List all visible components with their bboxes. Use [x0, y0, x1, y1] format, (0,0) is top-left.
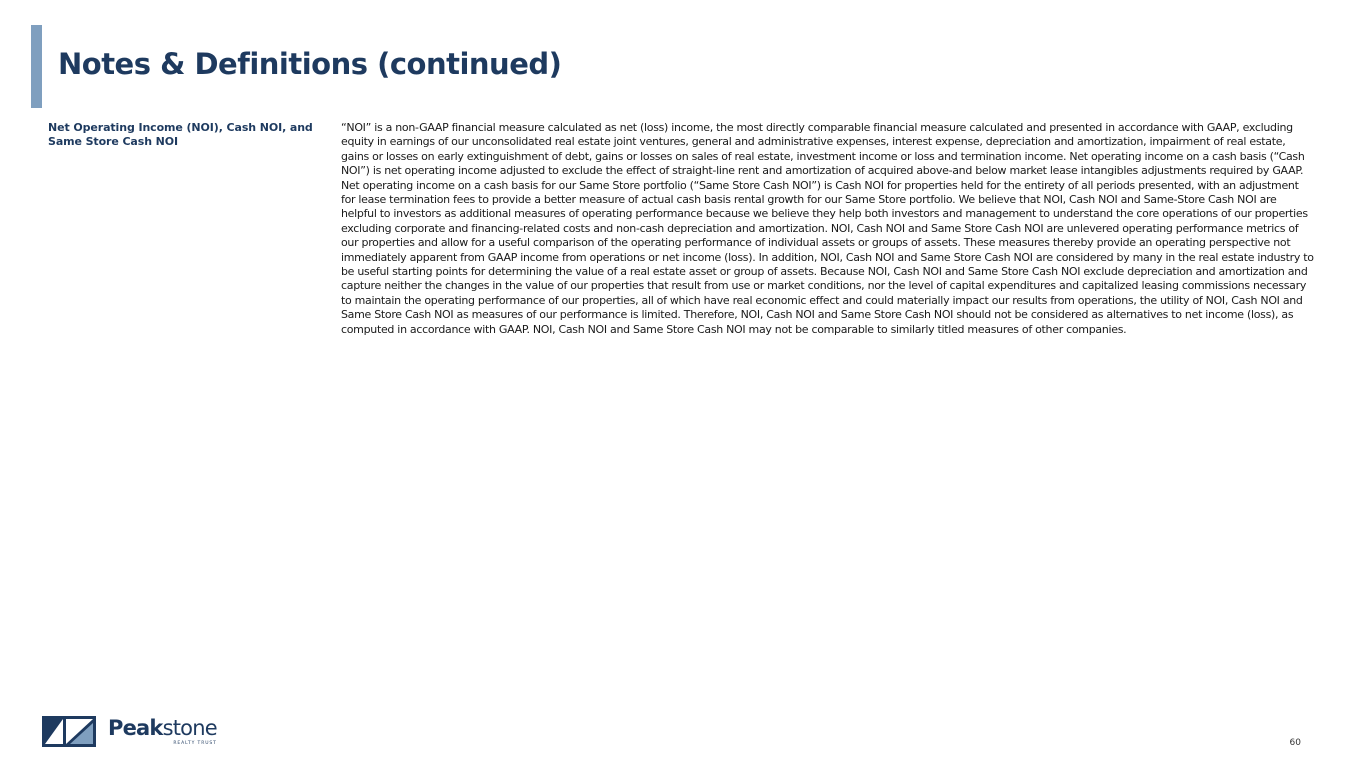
logo-wordmark — [108, 716, 217, 746]
logo-name — [108, 716, 217, 740]
company-logo — [42, 716, 217, 747]
title-accent-bar — [31, 25, 42, 108]
definition-term: Net Operating Income (NOI), Cash NOI, and Same Store Cash NOI — [48, 121, 313, 149]
logo-name-bold: Peak — [108, 716, 163, 740]
page-title: Notes & Definitions (continued) — [58, 47, 562, 81]
logo-tagline: REALTY TRUST — [173, 741, 217, 746]
peak-logo-icon — [42, 716, 96, 747]
definition-text: “NOI” is a non-GAAP financial measure calculated as net (loss) income, the most directly comparable financial measure calculated and presented in accordance with GAAP, excluding equity in earnings of our unconsolidated real estate joint ventures, general and administrative expenses, interest expense, depreciation and amortization, impairment of real estate, gains or losses on early extinguishment of debt, gains or losses on sales of real estate, investment income or loss and termination income. Net operating income on a cash basis (“Cash NOI”) is net operating income adjusted to exclude the effect of straight-line rent and amortization of acquired above-and below market lease intangibles adjustments required by GAAP. Net operating income on a cash basis for our Same Store portfolio (“Same Store Cash NOI”) is Cash NOI for properties held for the entirety of all periods presented, with an adjustment for lease termination fees to provide a better measure of actual cash basis rental growth for our Same Store portfolio. We believe that NOI, Cash NOI and Same-Store Cash NOI are helpful to investors as additional measures of operating performance because we believe they help both investors and management to understand the core operations of our properties excluding corporate and financing-related costs and non-cash depreciation and amortization. NOI, Cash NOI and Same Store Cash NOI are unlevered operating performance metrics of our properties and allow for a useful comparison of the operating performance of individual assets or groups of assets. These measures thereby provide an operating perspective not immediately apparent from GAAP income from operations or net income (loss). In addition, NOI, Cash NOI and Same Store Cash NOI are considered by many in the real estate industry to be useful starting points for determining the value of a real estate asset or group of assets. Because NOI, Cash NOI and Same Store Cash NOI exclude depreciation and amortization and capture neither the changes in the value of our properties that result from use or market conditions, nor the level of capital expenditures and capitalized leasing commissions necessary to maintain the operating performance of our properties, all of which have real economic effect and could materially impact our results from operations, the utility of NOI, Cash NOI and Same Store Cash NOI as measures of our performance is limited. Therefore, NOI, Cash NOI and Same Store Cash NOI should not be considered as alternatives to net income (loss), as computed in accordance with GAAP. NOI, Cash NOI and Same Store Cash NOI may not be comparable to similarly titled measures of other companies. — [341, 121, 1314, 336]
page-number: 60 — [1289, 738, 1301, 748]
logo-name-regular: stone — [162, 716, 217, 740]
